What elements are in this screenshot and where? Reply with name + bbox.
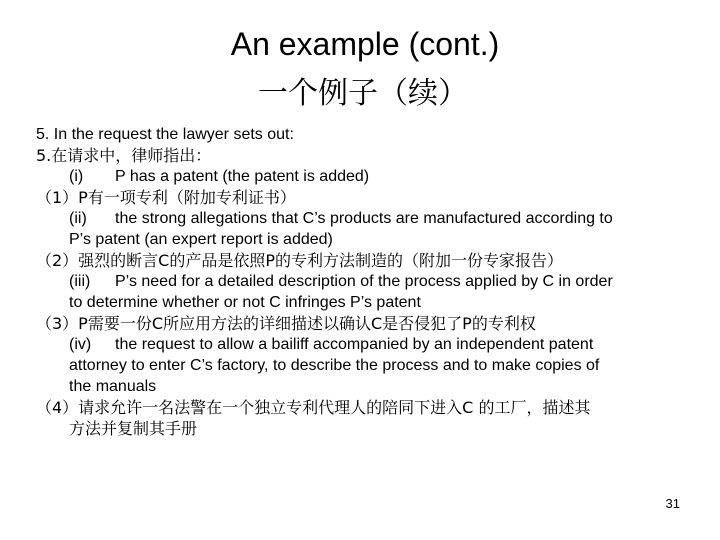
item-number: (ii) <box>69 210 87 227</box>
item-number: (iii) <box>69 273 91 290</box>
item-text: P has a patent (the patent is added) <box>115 168 370 185</box>
item-ii-english <box>36 208 696 229</box>
item-i-chinese: （1）P有一项专利（附加专利证书） <box>36 188 296 207</box>
item-text: the request to allow a bailiff accompanied by an independent patent <box>115 336 594 353</box>
item-iii-chinese: （3）P需要一份C所应用方法的详细描述以确认C是否侵犯了P的专利权 <box>36 314 536 333</box>
item-ii-chinese: （2）强烈的断言C的产品是依照P的专利方法制造的（附加一份专家报告） <box>36 251 564 270</box>
slide-body <box>36 124 696 439</box>
item-iv-english-cont-2: the manuals <box>69 378 157 395</box>
item-iv-chinese: （4）请求允许一名法警在一个独立专利代理人的陪同下进入C 的工厂，描述其 <box>36 398 591 417</box>
item-number: (iv) <box>69 336 92 353</box>
item-iv-english-cont-1: attorney to enter C’s factory, to describe the process and to make copies of <box>69 357 600 374</box>
slide-title-english: An example (cont.) <box>230 26 500 62</box>
page-number: 31 <box>665 496 680 511</box>
slide-title-chinese: 一个例子（续） <box>258 76 468 111</box>
item-number: (i) <box>69 168 84 185</box>
item-text: the strong allegations that C’s products are manufactured according to <box>115 210 613 227</box>
item-iii-english <box>36 271 696 292</box>
item-text: P’s need for a detailed description of the process applied by C in order <box>115 273 613 290</box>
item-ii-english-cont: P’s patent (an expert report is added) <box>69 231 333 248</box>
item-i-english <box>36 166 696 187</box>
item-iii-english-cont: to determine whether or not C infringes P’s patent <box>69 294 421 311</box>
item-iv-english <box>36 334 696 355</box>
intro-chinese: 5.在请求中，律师指出： <box>36 146 212 165</box>
intro-english: 5. In the request the lawyer sets out: <box>36 126 294 143</box>
item-iv-chinese-cont: 方法并复制其手册 <box>69 419 198 438</box>
